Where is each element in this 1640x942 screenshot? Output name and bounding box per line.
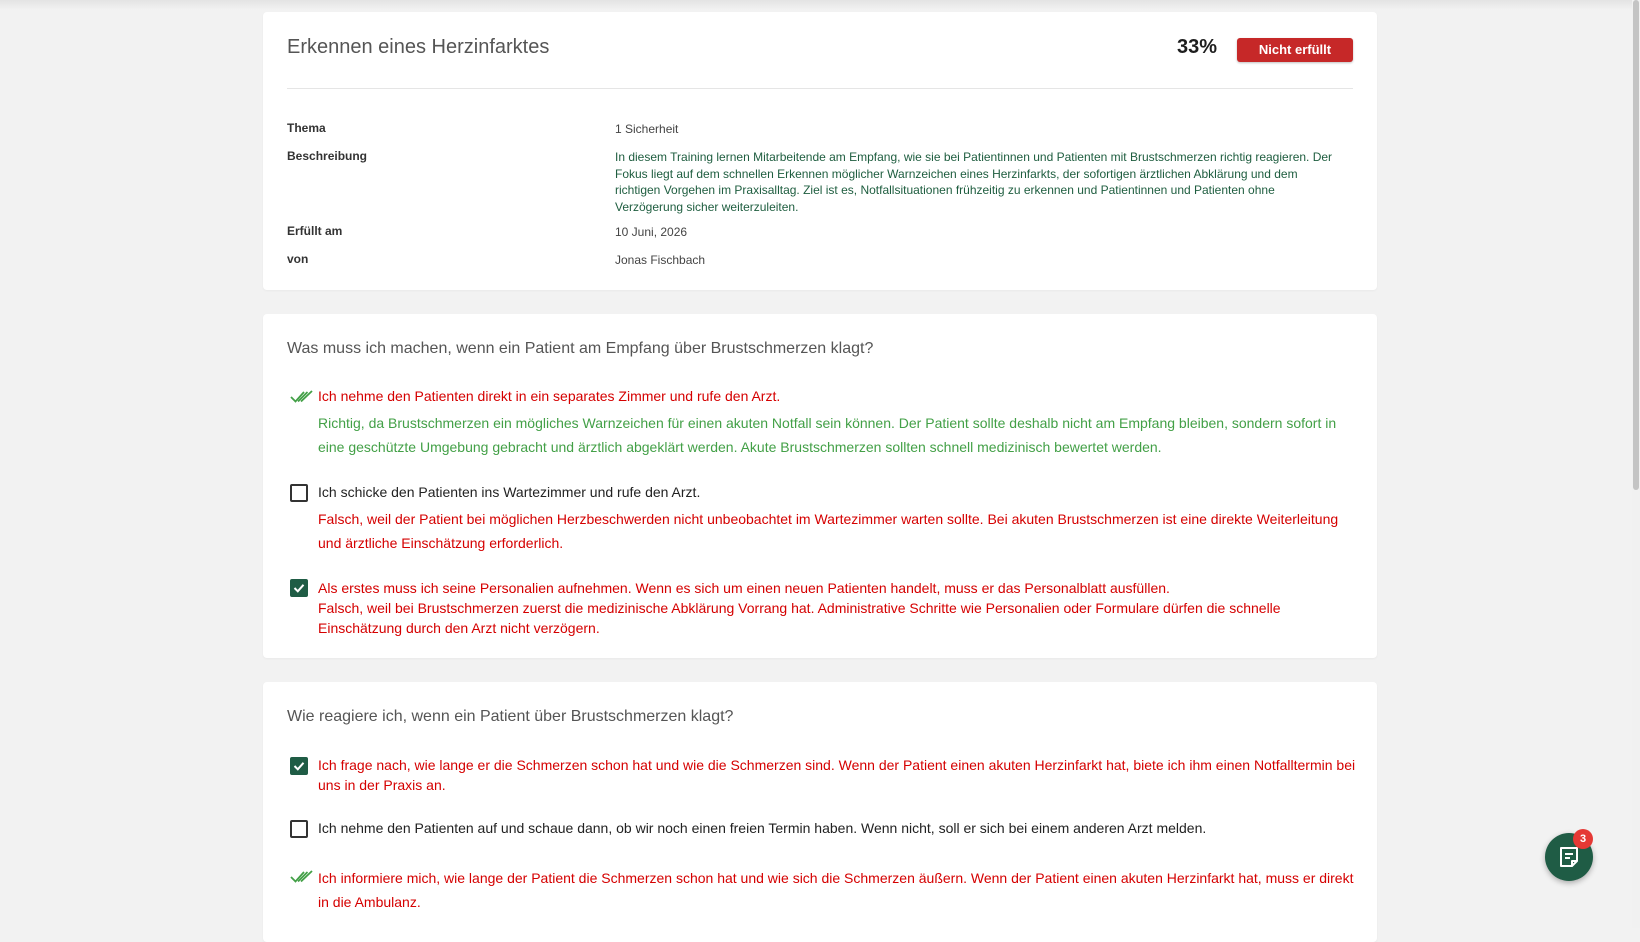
checkbox-empty-icon[interactable]	[290, 820, 308, 838]
option-text[interactable]: Als erstes muss ich seine Personalien aufnehmen. Wenn es sich um einen neuen Patienten handelt, muss er das Personalblatt ausfüllen.	[318, 580, 1170, 596]
option-feedback: Richtig, da Brustschmerzen ein mögliches Warnzeichen für einen akuten Notfall sein können. Der Patient sollte deshalb nicht am Empfang bleiben, sondern sofort in eine geschützte Umgebung gebracht und ärztlich abgeklärt werden. Akute Brustschmerzen sollten schnell medizinisch bewertet werden.	[318, 415, 1337, 455]
thema-value: 1 Sicherheit	[615, 122, 679, 136]
option-text[interactable]: Ich frage nach, wie lange er die Schmerzen schon hat und wie die Schmerzen sind. Wenn der Patient einen akuten Herzinfarkt hat, biete ich ihm einen Notfalltermin bei uns in der Praxis an.	[318, 757, 1356, 793]
option-text: Ich informiere mich, wie lange der Patient die Schmerzen schon hat und wie sich die Schmerzen äußern. Wenn der Patient einen akuten Herzinfarkt hat, muss er direkt in die Ambulanz.	[318, 870, 1354, 910]
scrollbar-track[interactable]	[1632, 0, 1640, 928]
question-card-2	[263, 682, 1377, 942]
option-text[interactable]: Ich nehme den Patienten auf und schaue dann, ob wir noch einen freien Termin haben. Wenn nicht, soll er sich bei einem anderen Arzt melden.	[318, 820, 1207, 836]
top-shadow	[0, 0, 1632, 10]
double-check-icon	[290, 388, 308, 406]
option-text[interactable]: Ich schicke den Patienten ins Wartezimmer und rufe den Arzt.	[318, 484, 701, 500]
notification-badge: 3	[1573, 829, 1593, 849]
training-summary-card	[263, 12, 1377, 290]
erfuellt-value: 10 Juni, 2026	[615, 225, 688, 239]
checkbox-empty-icon[interactable]	[290, 484, 308, 502]
page-title: Erkennen eines Herzinfarktes	[287, 36, 550, 58]
von-label: von	[287, 252, 309, 266]
question-text: Was muss ich machen, wenn ein Patient am Empfang über Brustschmerzen klagt?	[287, 340, 874, 357]
option-feedback: Falsch, weil der Patient bei möglichen Herzbeschwerden nicht unbeobachtet im Wartezimmer warten sollte. Bei akuten Brustschmerzen ist eine direkte Weiterleitung und ärztliche Einschätzung erforderlich.	[318, 511, 1339, 551]
thema-label: Thema	[287, 121, 326, 135]
beschreibung-value: In diesem Training lernen Mitarbeitende am Empfang, wie sie bei Patientinnen und Patienten mit Brustschmerzen richtig reagieren. Der Fokus liegt auf dem schnellen Erkennen möglicher Warnzeichen eines Herzinfarkts, der sofortigen ärztlichen Abklärung und dem richtigen Vorgehen im Praxisalltag. Ziel ist es, Notfallsituationen frühzeitig zu erkennen und Patientinnen und Patienten ohne Verzögerung sicher weiterzuleiten.	[615, 150, 1333, 214]
score-percent: 33%	[1176, 36, 1217, 58]
scrollbar-thumb[interactable]	[1633, 0, 1639, 490]
question-card-1	[263, 314, 1377, 658]
checkbox-checked-icon[interactable]	[290, 579, 308, 597]
option-feedback: Falsch, weil bei Brustschmerzen zuerst die medizinische Abklärung Vorrang hat. Administrative Schritte wie Personalien oder Formulare dürfen die schnelle Einschätzung durch den Arzt nicht verzögern.	[318, 600, 1281, 636]
question-text: Wie reagiere ich, wenn ein Patient über Brustschmerzen klagt?	[287, 708, 734, 725]
von-value: Jonas Fischbach	[615, 253, 706, 267]
option-text: Ich nehme den Patienten direkt in ein separates Zimmer und rufe den Arzt.	[318, 388, 781, 404]
status-badge: Nicht erfüllt	[1237, 38, 1353, 62]
erfuellt-label: Erfüllt am	[287, 224, 343, 238]
beschreibung-label: Beschreibung	[287, 149, 368, 163]
checkbox-checked-icon[interactable]	[290, 757, 308, 775]
double-check-icon	[290, 868, 308, 886]
divider	[287, 88, 1353, 89]
